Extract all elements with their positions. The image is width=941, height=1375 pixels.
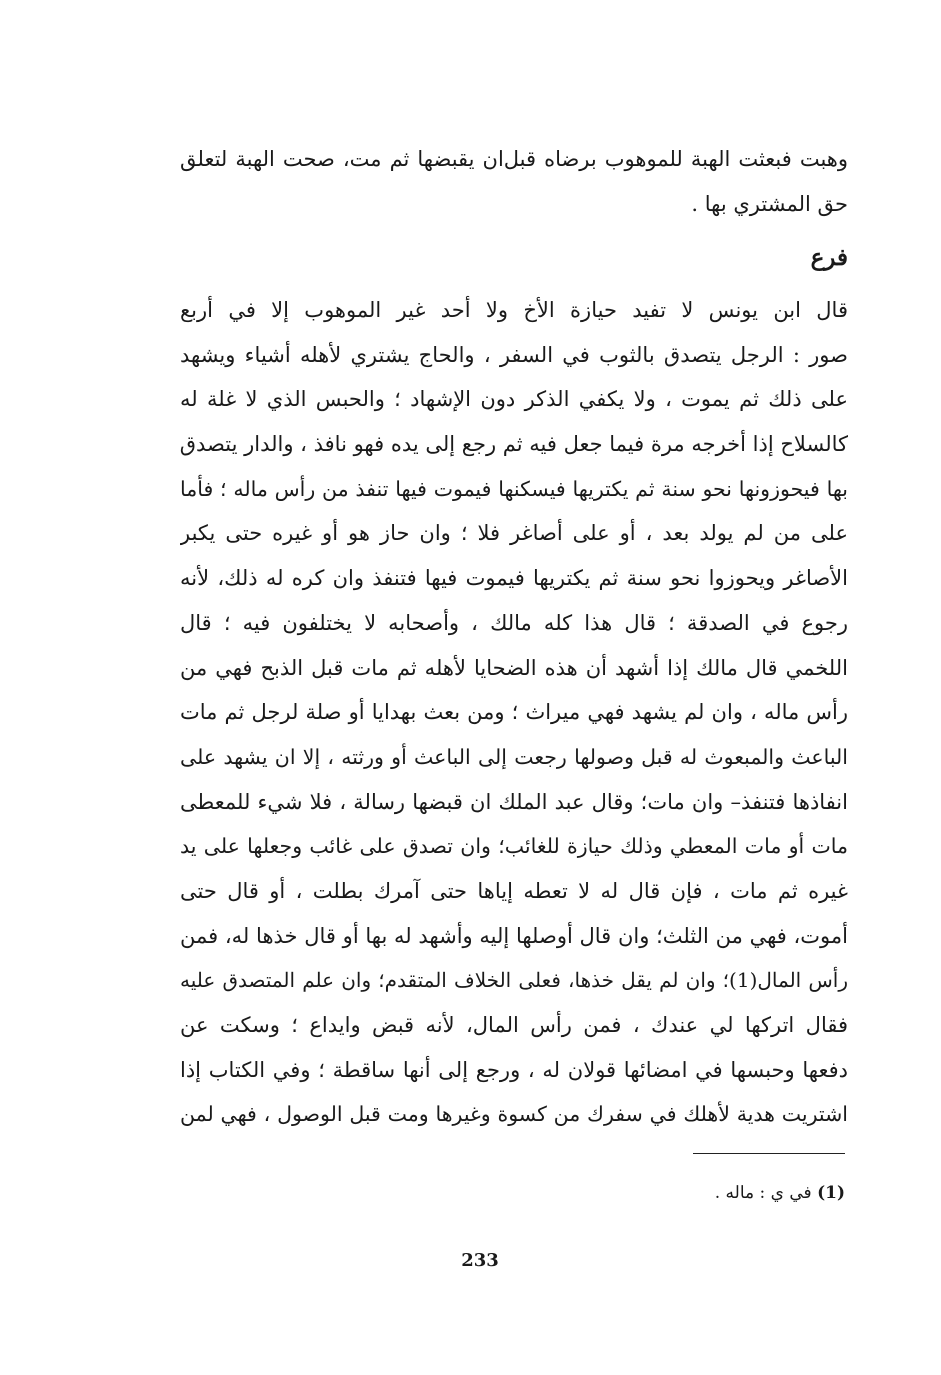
footnote-divider [693,1153,845,1154]
footnote-text: في ي : ماله . [714,1183,812,1203]
footnote [560,1178,845,1208]
body-line: اللخمي قال مالك إذا أشهد أن هذه الضحايا لأهله ثم مات قبل الذبح فهي من [180,655,848,680]
intro-line-2: حق المشتري بها . [691,191,848,216]
body-line: صور : الرجل يتصدق بالثوب في السفر ، والحاج يشتري لأهله أشياء ويشهد [180,342,848,367]
body-line: أموت، فهي من الثلث؛ وان قال أوصلها إليه وأشهد له بها أو قال خذها له، فمن [180,923,848,948]
body-line: انفاذها فتنفذ– وان مات؛ وقال عبد الملك ان قبضها رسالة ، فلا شيء للمعطى [180,789,848,814]
body-line: الأصاغر ويحوزوا نحو سنة ثم يكتريها فيموت فيها فتنفذ وان كره له ذلك، لأنه [180,566,848,591]
body-line: على من لم يولد بعد ، أو على أصاغر فلا ؛ وان حاز هو أو غيره حتى يكبر [180,521,848,546]
body-line: قال ابن يونس لا تفيد حيازة الأخ ولا أحد غير الموهوب إلا في أربع [180,298,848,322]
intro-line-1: وهبت فبعثت الهبة للموهوب برضاه قبل‌ان يقبضها ثم مت، صحت الهبة لتعلق [180,147,848,171]
body-line: على ذلك ثم يموت ، ولا يكفي الذكر دون الإشهاد ؛ والحبس الذي لا غلة له [180,387,848,412]
body-line: بها فيحوزونها نحو سنة ثم يكتريها فيسكنها فيموت فيها تنفذ من رأس ماله ؛ فأما [180,476,848,501]
body-line: الباعث والمبعوث له قبل وصولها رجعت إلى الباعث أو ورثته ، إلا ان يشهد على [180,744,848,769]
body-line: رأس المال(1)؛ وان لم يقل خذها، فعلى الخلاف المتقدم؛ وان علم المتصدق عليه [180,968,848,993]
body-paragraph [180,288,848,1137]
page-number: 233 [461,1250,499,1271]
body-line: كالسلاح إذا أخرجه مرة فيما جعل فيه ثم رجع إلى يده فهو نافذ ، والدار يتصدق [180,432,848,457]
body-line: رأس ماله ، وان لم يشهد فهي ميراث ؛ ومن بعث بهدايا أو صلة لرجل ثم مات [180,700,848,725]
body-line: دفعها وحبسها في امضائها قولان له ، ورجع إلى أنها ساقطة ؛ وفي الكتاب إذا [180,1057,848,1082]
body-line: اشتريت هدية لأهلك في سفرك من كسوة وغيرها ومت قبل الوصول ، فهي لمن [180,1102,848,1127]
section-heading: فرع [810,244,848,271]
intro-paragraph [180,137,848,226]
body-line: مات أو مات المعطي وذلك حيازة للغائب؛ وان تصدق على غائب وجعلها على يد [180,834,848,859]
body-line: رجوع في الصدقة ؛ قال هذا كله مالك ، وأصحابه لا يختلفون فيه ؛ قال [180,610,848,635]
body-line: فقال اتركها لي عندك ، فمن رأس المال، لأنه قبض وايداع ؛ وسكت عن [180,1013,848,1037]
footnote-number: (1) [817,1183,845,1203]
body-line: غيره ثم مات ، فإن قال له لا تعطه إياها حتى آمرك بطلت ، أو قال حتى [180,878,848,903]
